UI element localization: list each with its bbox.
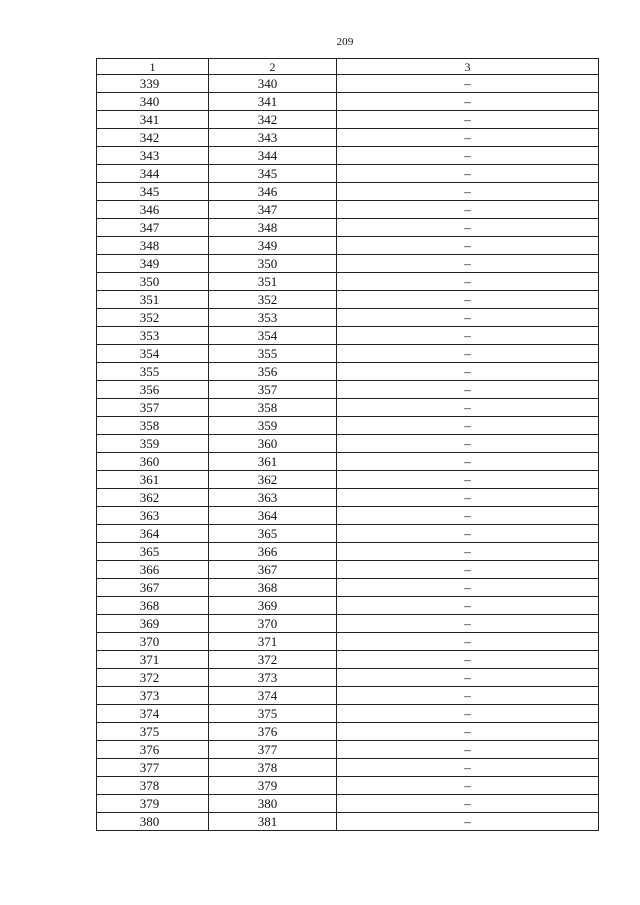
table-cell-col-2: 381 — [209, 813, 337, 831]
table-row — [97, 525, 599, 543]
table-cell-col-2: 352 — [209, 291, 337, 309]
table-cell-col-1: 340 — [97, 93, 209, 111]
table-cell-col-2: 373 — [209, 669, 337, 687]
table-cell-col-1: 368 — [97, 597, 209, 615]
data-table — [96, 58, 599, 831]
table-cell-col-2: 353 — [209, 309, 337, 327]
table-cell-col-2: 363 — [209, 489, 337, 507]
table-cell-col-1: 348 — [97, 237, 209, 255]
table-cell-col-1: 343 — [97, 147, 209, 165]
table-row — [97, 597, 599, 615]
table-cell-col-2: 359 — [209, 417, 337, 435]
table-cell-col-1: 346 — [97, 201, 209, 219]
table-cell-col-3: – — [337, 363, 599, 381]
table-cell-col-3: – — [337, 237, 599, 255]
table-cell-col-3: – — [337, 795, 599, 813]
table-cell-col-3: – — [337, 489, 599, 507]
table-row — [97, 219, 599, 237]
table-cell-col-3: – — [337, 111, 599, 129]
table-cell-col-3: – — [337, 633, 599, 651]
table-cell-col-3: – — [337, 201, 599, 219]
table-cell-col-1: 365 — [97, 543, 209, 561]
table-cell-col-1: 351 — [97, 291, 209, 309]
column-header-3: 3 — [337, 59, 599, 75]
table-row — [97, 813, 599, 831]
table-cell-col-3: – — [337, 129, 599, 147]
table-body — [97, 75, 599, 831]
table-cell-col-3: – — [337, 345, 599, 363]
table-cell-col-1: 344 — [97, 165, 209, 183]
table-cell-col-2: 358 — [209, 399, 337, 417]
table-cell-col-1: 359 — [97, 435, 209, 453]
table-cell-col-1: 354 — [97, 345, 209, 363]
table-cell-col-1: 339 — [97, 75, 209, 93]
table-cell-col-1: 356 — [97, 381, 209, 399]
table-cell-col-1: 342 — [97, 129, 209, 147]
table-cell-col-3: – — [337, 777, 599, 795]
table-cell-col-3: – — [337, 93, 599, 111]
table-cell-col-1: 353 — [97, 327, 209, 345]
table-cell-col-2: 372 — [209, 651, 337, 669]
table-row — [97, 615, 599, 633]
table-cell-col-1: 363 — [97, 507, 209, 525]
table-row — [97, 183, 599, 201]
table-cell-col-3: – — [337, 417, 599, 435]
table-cell-col-2: 343 — [209, 129, 337, 147]
table-cell-col-3: – — [337, 165, 599, 183]
table-cell-col-3: – — [337, 813, 599, 831]
table-cell-col-2: 344 — [209, 147, 337, 165]
table-cell-col-1: 358 — [97, 417, 209, 435]
table-row — [97, 147, 599, 165]
table-cell-col-1: 371 — [97, 651, 209, 669]
table-cell-col-1: 380 — [97, 813, 209, 831]
table-cell-col-1: 376 — [97, 741, 209, 759]
table-cell-col-3: – — [337, 381, 599, 399]
table-row — [97, 237, 599, 255]
table-cell-col-3: – — [337, 255, 599, 273]
table-row — [97, 291, 599, 309]
page-number: 209 — [336, 36, 354, 48]
table-cell-col-2: 367 — [209, 561, 337, 579]
table-cell-col-2: 364 — [209, 507, 337, 525]
table-cell-col-2: 355 — [209, 345, 337, 363]
table-cell-col-3: – — [337, 273, 599, 291]
table-cell-col-1: 379 — [97, 795, 209, 813]
table-cell-col-1: 377 — [97, 759, 209, 777]
table-row — [97, 471, 599, 489]
table-cell-col-2: 354 — [209, 327, 337, 345]
table-cell-col-2: 377 — [209, 741, 337, 759]
table-cell-col-1: 372 — [97, 669, 209, 687]
table-row — [97, 111, 599, 129]
table-cell-col-2: 361 — [209, 453, 337, 471]
table-cell-col-2: 346 — [209, 183, 337, 201]
table-cell-col-2: 349 — [209, 237, 337, 255]
table-row — [97, 651, 599, 669]
table-cell-col-1: 357 — [97, 399, 209, 417]
table-cell-col-2: 340 — [209, 75, 337, 93]
table-cell-col-3: – — [337, 183, 599, 201]
table-cell-col-3: – — [337, 651, 599, 669]
table-row — [97, 543, 599, 561]
table-cell-col-1: 352 — [97, 309, 209, 327]
table-cell-col-3: – — [337, 75, 599, 93]
table-cell-col-1: 369 — [97, 615, 209, 633]
table-row — [97, 669, 599, 687]
table-cell-col-2: 356 — [209, 363, 337, 381]
table-cell-col-1: 373 — [97, 687, 209, 705]
table-cell-col-2: 350 — [209, 255, 337, 273]
table-cell-col-1: 367 — [97, 579, 209, 597]
table-cell-col-3: – — [337, 435, 599, 453]
table-row — [97, 687, 599, 705]
table-row — [97, 705, 599, 723]
table-cell-col-2: 374 — [209, 687, 337, 705]
table-row — [97, 795, 599, 813]
table-cell-col-2: 366 — [209, 543, 337, 561]
table-row — [97, 723, 599, 741]
table-cell-col-3: – — [337, 507, 599, 525]
table-cell-col-3: – — [337, 561, 599, 579]
table-cell-col-2: 345 — [209, 165, 337, 183]
table-row — [97, 399, 599, 417]
table-cell-col-3: – — [337, 453, 599, 471]
table-cell-col-1: 370 — [97, 633, 209, 651]
column-header-1: 1 — [97, 59, 209, 75]
table-cell-col-3: – — [337, 543, 599, 561]
table-cell-col-1: 360 — [97, 453, 209, 471]
table-cell-col-3: – — [337, 309, 599, 327]
table-cell-col-2: 376 — [209, 723, 337, 741]
table-cell-col-3: – — [337, 759, 599, 777]
table-cell-col-1: 361 — [97, 471, 209, 489]
table-row — [97, 93, 599, 111]
table-cell-col-3: – — [337, 705, 599, 723]
table-cell-col-3: – — [337, 687, 599, 705]
table-cell-col-1: 355 — [97, 363, 209, 381]
table-cell-col-3: – — [337, 471, 599, 489]
table-cell-col-1: 349 — [97, 255, 209, 273]
table-cell-col-2: 365 — [209, 525, 337, 543]
table-row — [97, 327, 599, 345]
table-row — [97, 381, 599, 399]
table-cell-col-2: 362 — [209, 471, 337, 489]
table-cell-col-3: – — [337, 723, 599, 741]
table-cell-col-2: 351 — [209, 273, 337, 291]
table-cell-col-1: 362 — [97, 489, 209, 507]
table-cell-col-1: 375 — [97, 723, 209, 741]
table-row — [97, 273, 599, 291]
table-row — [97, 579, 599, 597]
table-cell-col-1: 374 — [97, 705, 209, 723]
table-cell-col-2: 348 — [209, 219, 337, 237]
table-row — [97, 75, 599, 93]
table-row — [97, 363, 599, 381]
table-cell-col-3: – — [337, 669, 599, 687]
table-cell-col-2: 370 — [209, 615, 337, 633]
table-cell-col-2: 360 — [209, 435, 337, 453]
table-row — [97, 453, 599, 471]
table-row — [97, 255, 599, 273]
column-header-2: 2 — [209, 59, 337, 75]
table-cell-col-2: 341 — [209, 93, 337, 111]
table-cell-col-3: – — [337, 597, 599, 615]
table-row — [97, 201, 599, 219]
table-cell-col-2: 368 — [209, 579, 337, 597]
table-cell-col-3: – — [337, 525, 599, 543]
table-cell-col-3: – — [337, 579, 599, 597]
table-row — [97, 345, 599, 363]
table-cell-col-3: – — [337, 327, 599, 345]
table-cell-col-1: 364 — [97, 525, 209, 543]
table-cell-col-1: 378 — [97, 777, 209, 795]
table-cell-col-3: – — [337, 615, 599, 633]
table-cell-col-1: 347 — [97, 219, 209, 237]
table-cell-col-2: 378 — [209, 759, 337, 777]
table-row — [97, 561, 599, 579]
table-cell-col-2: 357 — [209, 381, 337, 399]
table-row — [97, 309, 599, 327]
table-row — [97, 633, 599, 651]
table-row — [97, 507, 599, 525]
table-row — [97, 759, 599, 777]
table-cell-col-1: 366 — [97, 561, 209, 579]
table-row — [97, 777, 599, 795]
table-cell-col-2: 347 — [209, 201, 337, 219]
table-cell-col-2: 379 — [209, 777, 337, 795]
table-header-row — [97, 59, 599, 75]
table-cell-col-2: 369 — [209, 597, 337, 615]
table-cell-col-1: 341 — [97, 111, 209, 129]
table-container — [96, 58, 598, 831]
table-cell-col-3: – — [337, 399, 599, 417]
table-cell-col-3: – — [337, 291, 599, 309]
table-row — [97, 741, 599, 759]
table-cell-col-2: 380 — [209, 795, 337, 813]
table-cell-col-2: 375 — [209, 705, 337, 723]
table-cell-col-3: – — [337, 147, 599, 165]
table-row — [97, 417, 599, 435]
table-cell-col-3: – — [337, 741, 599, 759]
table-cell-col-1: 350 — [97, 273, 209, 291]
table-row — [97, 165, 599, 183]
table-cell-col-3: – — [337, 219, 599, 237]
table-cell-col-2: 371 — [209, 633, 337, 651]
table-row — [97, 435, 599, 453]
table-row — [97, 129, 599, 147]
table-cell-col-1: 345 — [97, 183, 209, 201]
table-row — [97, 489, 599, 507]
table-cell-col-2: 342 — [209, 111, 337, 129]
